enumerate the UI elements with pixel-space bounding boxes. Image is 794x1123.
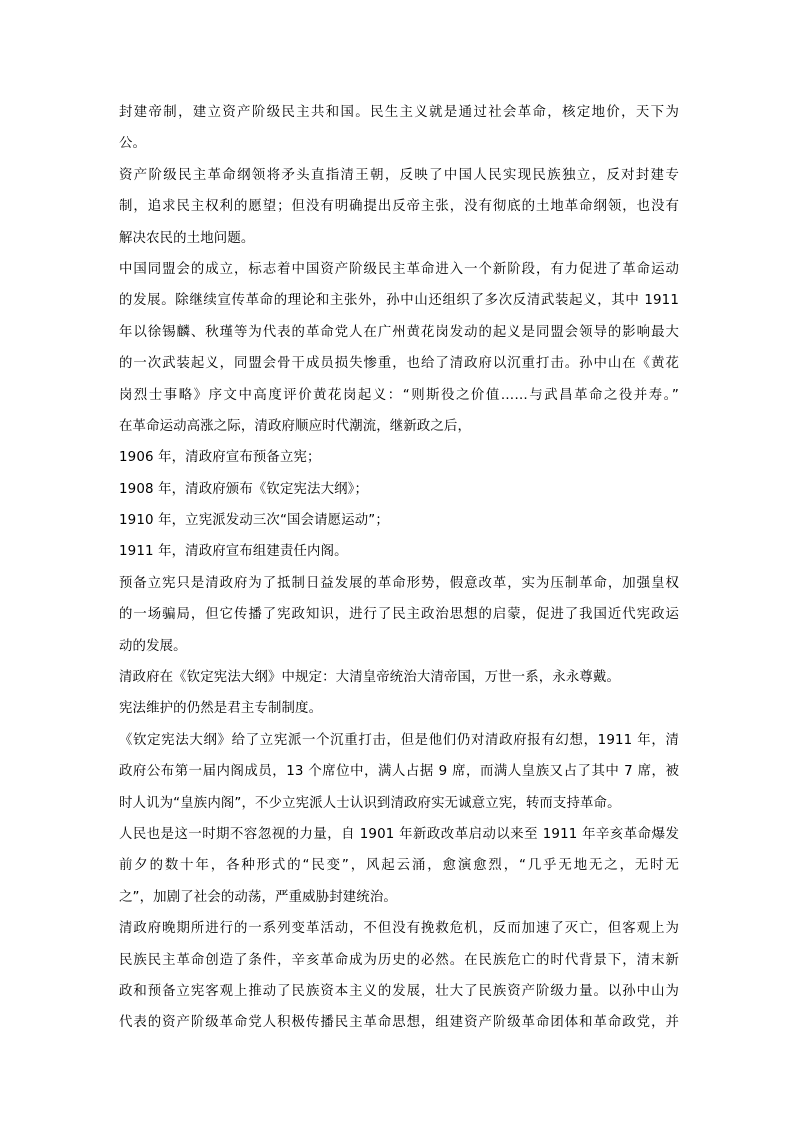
text-line: 政府公布第一届内阁成员，13 个席位中，满人占据 9 席，而满人皇族又占了其中 7 席，被 [119,764,679,780]
text-line: 资产阶级民主革命纲领将矛头直指清王朝，反映了中国人民实现民族独立，反对封建专 [119,167,679,183]
text-line: 之”，加剧了社会的动荡，严重威胁封建统治。 [119,889,397,905]
text-line: 年以徐锡麟、秋瑾等为代表的革命党人在广州黄花岗发动的起义是同盟会领导的影响最大 [119,324,679,340]
text-line: 清政府在《钦定宪法大纲》中规定：大清皇帝统治大清帝国，万世一系，永永尊戴。 [119,670,621,686]
text-line: 的一场骗局，但它传播了宪政知识，进行了民主政治思想的启蒙，促进了我国近代宪政运 [119,607,679,623]
text-line: 1906 年，清政府宣布预备立宪； [119,450,321,466]
text-line: 宪法维护的仍然是君主专制制度。 [119,701,323,717]
text-line: 代表的资产阶级革命党人积极传播民主革命思想，组建资产阶级革命团体和革命政党，并 [119,1015,679,1031]
text-line: 中国同盟会的成立，标志着中国资产阶级民主革命进入一个新阶段，有力促进了革命运动 [119,261,679,277]
text-line: 民族民主革命创造了条件，辛亥革命成为历史的必然。在民族危亡的时代背景下，清末新 [119,952,679,968]
text-line: 的发展。除继续宣传革命的理论和主张外，孙中山还组织了多次反清武装起义，其中 1911 [119,293,679,309]
text-line: 1908 年，清政府颁布《钦定宪法大纲》； [119,481,369,497]
text-line: 解决农民的土地问题。 [119,230,255,246]
text-line: 人民也是这一时期不容忽视的力量，自 1901 年新政改革启动以来至 1911 年辛亥革命爆发 [119,826,679,842]
text-line: 政和预备立宪客观上推动了民族资本主义的发展，壮大了民族资产阶级力量。以孙中山为 [119,983,679,999]
text-line: 封建帝制，建立资产阶级民主共和国。民生主义就是通过社会革命，核定地价，天下为 [119,105,679,120]
text-line: 前夕的数十年，各种形式的“民变”，风起云涌，愈演愈烈，“几乎无地无之，无时无 [119,858,679,874]
text-line: 公。 [119,136,147,152]
text-line: 《钦定宪法大纲》给了立宪派一个沉重打击，但是他们仍对清政府报有幻想，1911 年，清 [119,732,679,748]
text-line: 动的发展。 [119,638,187,654]
document-body [119,97,679,1039]
text-line: 1911 年，清政府宣布组建责任内阁。 [119,544,348,560]
text-line: 在革命运动高涨之际，清政府顺应时代潮流，继新政之后， [119,418,472,434]
text-line: 清政府晚期所进行的一系列变革活动，不但没有挽救危机，反而加速了灭亡，但客观上为 [119,921,679,937]
text-line: 时人讥为“皇族内阁”，不少立宪派人士认识到清政府实无诚意立宪，转而支持革命。 [119,795,621,811]
text-line: 1910 年，立宪派发动三次“国会请愿运动”； [119,513,389,529]
text-line: 制，追求民主权利的愿望；但没有明确提出反帝主张，没有彻底的土地革命纲领，也没有 [119,199,679,215]
text-line: 的一次武装起义，同盟会骨干成员损失惨重，也给了清政府以沉重打击。孙中山在《黄花 [119,356,679,372]
text-line: 岗烈士事略》序文中高度评价黄花岗起义：“则斯役之价值……与武昌革命之役并寿。” [119,387,679,403]
text-line: 预备立宪只是清政府为了抵制日益发展的革命形势，假意改革，实为压制革命，加强皇权 [119,575,679,591]
